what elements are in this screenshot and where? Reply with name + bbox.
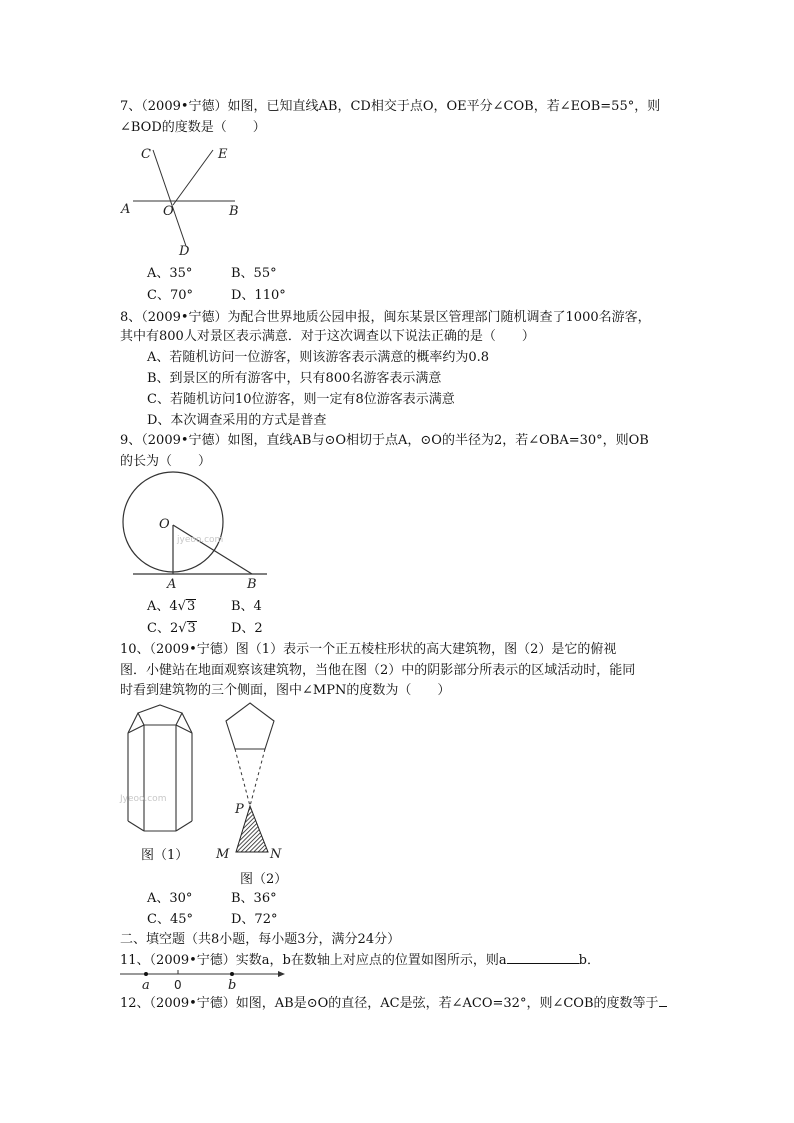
q7-label-c: C	[141, 147, 151, 162]
q9-option-c-coef: 2	[169, 621, 179, 636]
q10-figure2-caption: 图（2）	[240, 872, 288, 887]
q12-stem-line1	[120, 994, 667, 1014]
section2-heading: 二、填空题（共8小题，每小题3分，满分24分）	[120, 932, 401, 947]
q9-option-c: C、2√3	[147, 621, 196, 636]
q10-option-c: C、45°	[147, 912, 193, 927]
q9-option-a-coef: 4	[169, 599, 178, 614]
q7-option-b: B、55°	[231, 266, 277, 281]
q7-label-d: D	[179, 244, 190, 259]
q11-number-line	[120, 968, 290, 992]
q7-option-c: C、70°	[147, 288, 193, 303]
q9-option-a-radicand: 3	[186, 599, 196, 614]
q9-segment-ob	[173, 525, 252, 574]
q9-option-b: B、4	[231, 599, 262, 614]
q8-option-b: B、到景区的所有游客中，只有800名游客表示满意	[147, 371, 442, 386]
q7-ray-oe	[173, 150, 213, 205]
q7-label-o: O	[163, 204, 174, 219]
q9-stem-line2: 的长为（ ）	[120, 454, 212, 469]
q9-option-c-prefix: C、	[147, 621, 170, 636]
point-a	[144, 972, 148, 976]
q9-figure	[115, 470, 275, 595]
q11-label-zero: 0	[174, 978, 182, 992]
q8-option-d: D、本次调查采用的方式是普查	[147, 413, 327, 428]
q9-label-a: A	[167, 577, 177, 592]
pentagon-top-view	[226, 703, 274, 749]
q10-stem-line2: 图．小健站在地面观察该建筑物，当他在图（2）中的阴影部分所表示的区域活动时，能同	[120, 663, 636, 678]
q9-option-a: A、4√3	[147, 599, 196, 614]
q7-stem-line2: ∠BOD的度数是（ ）	[120, 120, 266, 135]
q11-label-b: b	[228, 978, 237, 993]
q10-figure2-topview	[212, 698, 292, 866]
q11-label-a: a	[142, 978, 150, 993]
q7-option-d: D、110°	[231, 288, 286, 303]
q9-option-d: D、2	[231, 621, 263, 636]
q9-stem-line1: 9、（2009•宁德）如图，直线AB与⊙O相切于点A，⊙O的半径为2，若∠OBA=30°，则OB	[120, 433, 649, 448]
q8-option-c: C、若随机访问10位游客，则一定有8位游客表示满意	[147, 392, 455, 407]
q10-stem-line1: 10、（2009•宁德）图（1）表示一个正五棱柱形状的高大建筑物，图（2）是它的俯视	[120, 642, 617, 657]
q10-label-m: M	[216, 847, 230, 862]
q9-label-o: O	[159, 517, 170, 532]
q7-line-cd	[153, 150, 186, 246]
q10-watermark: Jyeoo.com	[120, 794, 167, 804]
number-line-arrow	[278, 971, 285, 977]
q7-label-e: E	[218, 147, 228, 162]
q7-stem-line1: 7、（2009•宁德）如图，已知直线AB，CD相交于点O，OE平分∠COB，若∠EOB=55°，则	[120, 99, 661, 114]
prism-top-face	[138, 705, 182, 725]
q8-stem-line2: 其中有800人对景区表示满意．对于这次调查以下说法正确的是（ ）	[120, 329, 535, 344]
q10-option-a: A、30°	[147, 891, 193, 906]
q10-figure1-prism	[120, 703, 200, 843]
q9-label-b: B	[247, 577, 257, 592]
q8-stem-line1: 8、（2009•宁德）为配合世界地质公园申报，闽东某景区管理部门随机调查了1000名游客，	[120, 310, 651, 325]
q12-stem-text: 12、（2009•宁德）如图，AB是⊙O的直径，AC是弦，若∠ACO=32°，则∠COB的度数等于	[120, 996, 659, 1011]
q10-figure1-caption: 图（1）	[141, 848, 189, 863]
dashed-line-left	[235, 749, 250, 806]
q7-label-a: A	[121, 202, 131, 217]
q10-label-n: N	[270, 847, 282, 862]
q9-watermark: jyeoo.com	[177, 535, 224, 545]
q10-stem-line3: 时看到建筑物的三个侧面，图中∠MPN的度数为（ ）	[120, 683, 451, 698]
q8-option-a: A、若随机访问一位游客，则该游客表示满意的概率约为0.8	[147, 350, 490, 365]
q10-option-d: D、72°	[231, 912, 278, 927]
q11-answer-blank[interactable]	[507, 951, 579, 964]
q9-option-c-radicand: 3	[187, 621, 196, 636]
q7-figure	[115, 142, 245, 260]
point-b	[230, 972, 234, 976]
q12-answer-blank[interactable]	[659, 994, 667, 1007]
q9-option-a-prefix: A、	[147, 599, 170, 614]
q10-option-b: B、36°	[231, 891, 277, 906]
q11-stem-after: b．	[578, 953, 600, 968]
q7-option-a: A、35°	[147, 266, 193, 281]
q10-label-p: P	[235, 802, 244, 817]
q11-stem-before: 11、（2009•宁德）实数a，b在数轴上对应点的位置如图所示，则a	[120, 953, 507, 968]
q7-label-b: B	[229, 204, 239, 219]
dashed-line-right	[250, 749, 265, 806]
